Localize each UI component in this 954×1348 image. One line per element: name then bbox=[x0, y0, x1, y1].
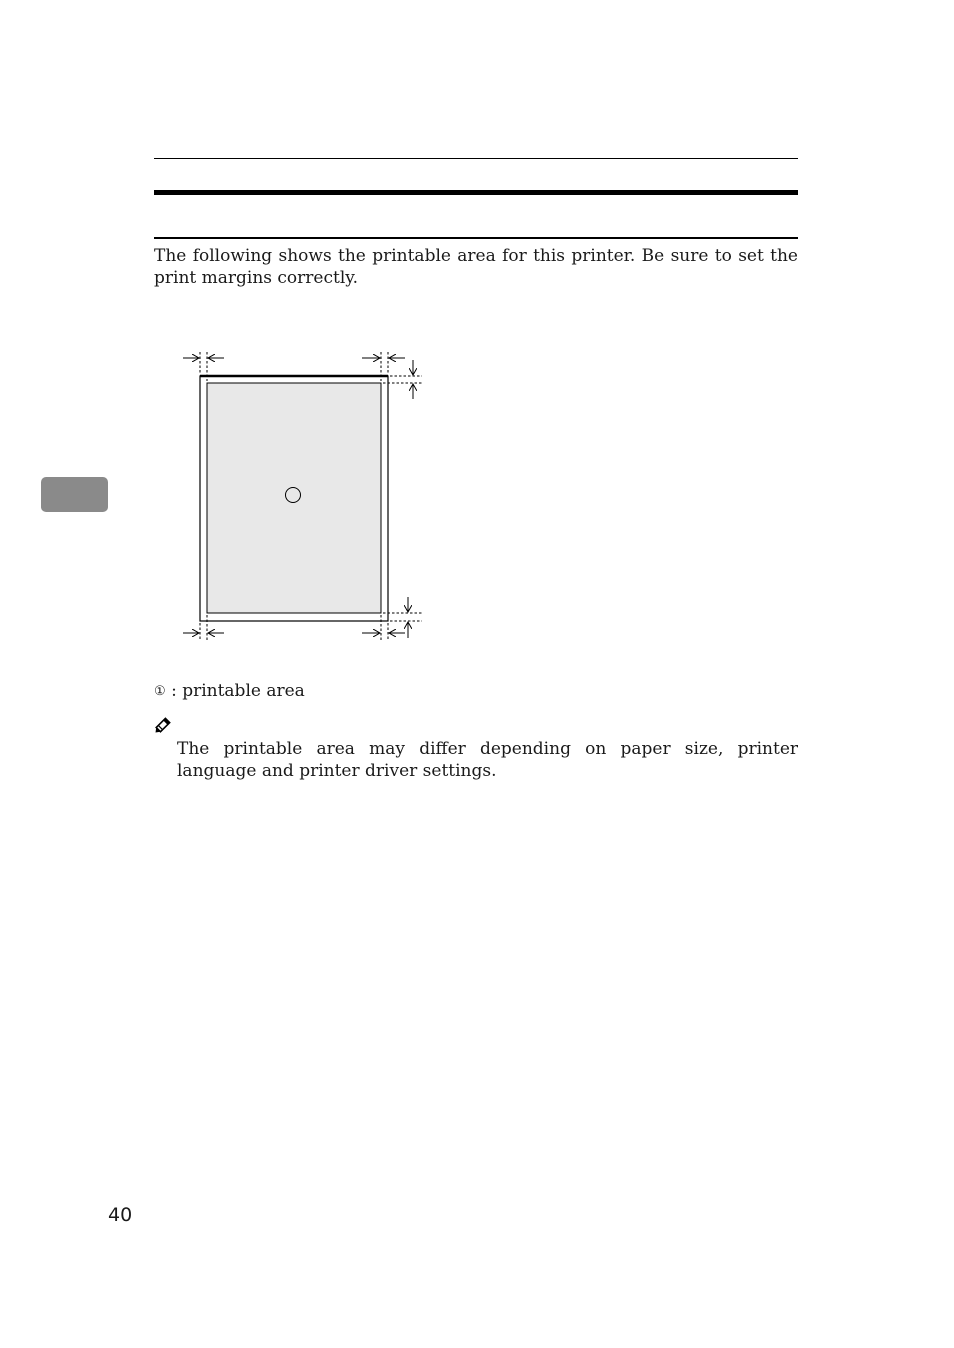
page-number: 40 bbox=[108, 1204, 133, 1226]
bottom-margin-dimension bbox=[383, 597, 422, 638]
note-text: The printable area may differ depending on paper size, printer language and printer driver settings. bbox=[177, 739, 798, 781]
diagram-caption bbox=[154, 680, 305, 704]
chapter-tab bbox=[41, 477, 108, 512]
intro-paragraph: The following shows the printable area for this printer. Be sure to set the print margins correctly. bbox=[154, 246, 798, 288]
header-thick-rule bbox=[154, 190, 798, 195]
printable-area bbox=[207, 383, 381, 613]
caption-text: : printable area bbox=[171, 681, 305, 701]
top-margin-dimension bbox=[383, 360, 422, 399]
printable-area-diagram bbox=[176, 345, 436, 645]
caption-marker: ① bbox=[154, 684, 166, 699]
pencil-icon bbox=[153, 713, 175, 735]
section-rule bbox=[154, 237, 798, 239]
header-thin-rule bbox=[154, 158, 798, 159]
